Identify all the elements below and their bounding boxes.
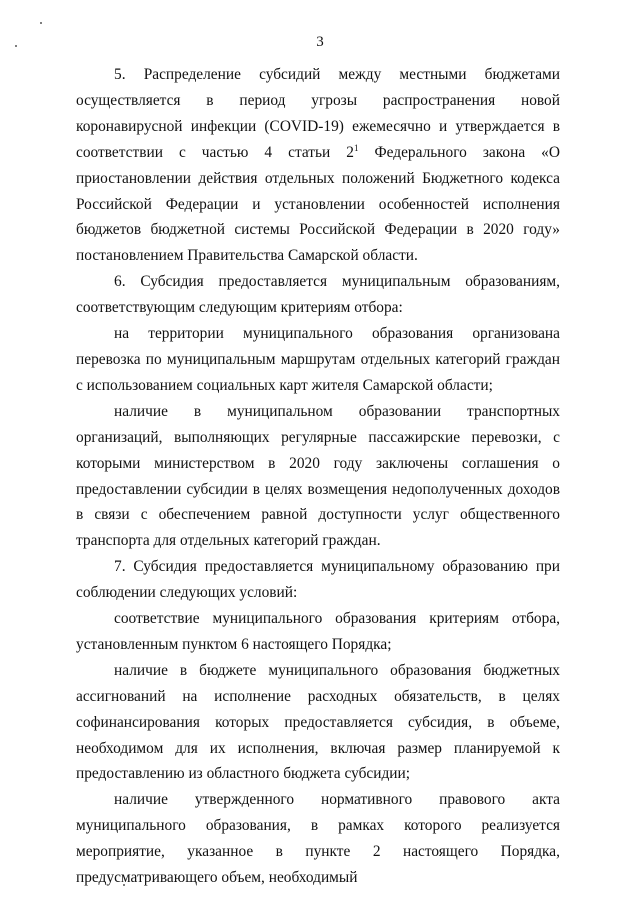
paragraph-text: 6. Субсидия предоставляется муниципальным образованиям, соответствующим следующим критериям отбора:	[76, 273, 560, 317]
paragraph-text: наличие в бюджете муниципального образования бюджетных ассигнований на исполнение расходных обязательств, в целях софинансирования которых предоставляется субсидия, в объеме, необходимом для их исполнения, включая размер планируемой к предоставлению из областного бюджета субсидии;	[76, 661, 560, 783]
paragraph-p6	[76, 269, 560, 321]
paragraph-text: 7. Субсидия предоставляется муниципальному образованию при соблюдении следующих условий:	[76, 558, 560, 602]
scan-speck	[40, 22, 42, 24]
document-body	[76, 62, 560, 891]
paragraph-p6-criterion-2	[76, 399, 560, 554]
paragraph-text: наличие утвержденного нормативного правового акта муниципального образования, в рамках которого реализуется мероприятие, указанное в пункте 2 настоящего Порядка, предусматривающего объем, необходимый	[76, 791, 560, 887]
paragraph-p7-condition-3	[76, 787, 560, 891]
paragraph-p7-condition-2	[76, 658, 560, 788]
paragraph-p5	[76, 62, 560, 269]
paragraph-text: Федерального закона «О приостановлении действия отдельных положений Бюджетного кодекса Российской Федерации и установлении особенностей исполнения бюджетов бюджетной системы Российской Федерации в 2020 году» постановлением Правительства Самарской области.	[76, 143, 560, 265]
paragraph-p7-condition-1	[76, 606, 560, 658]
page-number: 3	[316, 34, 324, 50]
paragraph-text: 5. Распределение субсидий между местными бюджетами осуществляется в период угрозы распространения новой коронавирусной инфекции (COVID-19) ежемесячно и утверждается в соответствии с частью 4 статьи 2	[76, 66, 560, 161]
paragraph-text: на территории муниципального образования организована перевозка по муниципальным маршрутам отдельных категорий граждан с использованием социальных карт жителя Самарской области;	[76, 325, 560, 394]
paragraph-text: наличие в муниципальном образовании транспортных организаций, выполняющих регулярные пассажирские перевозки, с которыми министерством в 2020 году заключены соглашения о предоставлении субсидии в целях возмещения недополученных доходов в связи с обеспечением равной доступности услуг общественного транспорта для отдельных категорий граждан.	[76, 402, 560, 550]
paragraph-p7	[76, 554, 560, 606]
paragraph-text: соответствие муниципального образования критериям отбора, установленным пунктом 6 настоящего Порядка;	[76, 610, 560, 653]
superscript: 1	[353, 142, 359, 153]
paragraph-p6-criterion-1	[76, 321, 560, 399]
